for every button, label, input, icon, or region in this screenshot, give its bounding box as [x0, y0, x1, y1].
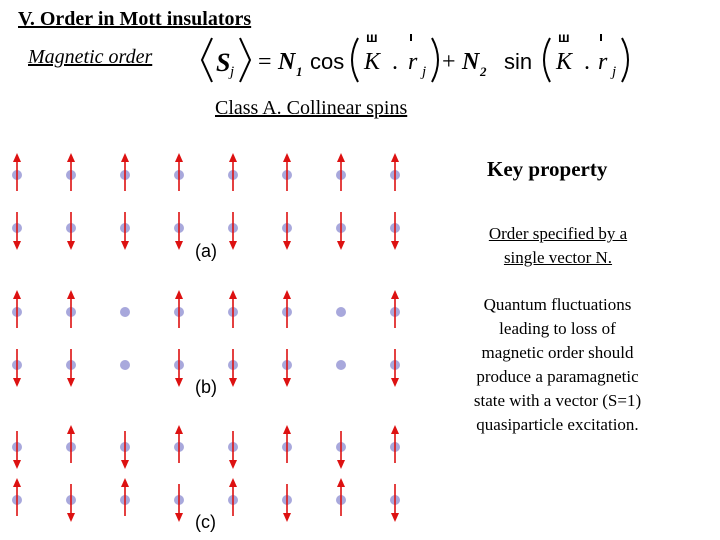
spin-panel	[12, 153, 400, 261]
spin-panel	[12, 425, 400, 532]
key-property-heading: Key property	[487, 157, 608, 181]
formula-s: S	[216, 48, 231, 77]
formula-sin: sin	[504, 49, 533, 74]
class-a-heading: Class A. Collinear spins	[215, 97, 408, 119]
panel-label: (a)	[195, 241, 217, 261]
magnetic-order-label: Magnetic order	[28, 46, 153, 68]
formula-n1-sub: 1	[296, 64, 303, 79]
formula-k1: K	[364, 49, 381, 75]
panel-label: (c)	[195, 512, 216, 532]
formula-k2: K	[556, 49, 573, 75]
lattice-site	[120, 360, 130, 370]
formula-n2-sub: 2	[480, 64, 487, 79]
formula-r2: r	[598, 49, 608, 75]
formula-dot1: .	[392, 49, 398, 75]
svg-text:ш: ш	[558, 30, 570, 45]
formula-r1-sub: j	[422, 64, 427, 80]
magnetic-order-formula	[198, 30, 648, 90]
spin-panel	[12, 290, 400, 397]
fluct-line: magnetic order should	[481, 343, 634, 362]
formula-r2-sub: j	[612, 64, 617, 80]
formula-n2: N	[462, 49, 480, 75]
formula-cos: cos	[310, 49, 345, 74]
lattice-site	[120, 307, 130, 317]
fluct-line: produce a paramagnetic	[476, 367, 639, 386]
fluct-line: state with a vector (S=1)	[473, 391, 642, 410]
formula-n1: N	[278, 49, 296, 75]
order-line-1: Order specified by a	[488, 224, 628, 243]
spin-lattice-figure	[0, 140, 440, 540]
slide-title: V. Order in Mott insulators	[18, 8, 252, 30]
formula-plus: +	[442, 49, 456, 75]
formula-eq: =	[258, 49, 272, 75]
formula-r1: r	[408, 49, 418, 75]
fluctuation-description	[450, 293, 665, 437]
order-line-2: single vector N.	[503, 248, 613, 267]
panel-label: (b)	[195, 377, 217, 397]
formula-sub-j: j	[230, 64, 235, 80]
fluct-line: Quantum fluctuations	[483, 295, 632, 314]
fluct-line: quasiparticle excitation.	[476, 415, 639, 434]
lattice-site	[336, 307, 346, 317]
fluct-line: leading to loss of	[499, 319, 616, 338]
order-description	[468, 222, 648, 270]
svg-text:ш: ш	[366, 30, 378, 45]
lattice-site	[336, 360, 346, 370]
formula-dot2: .	[584, 49, 590, 75]
